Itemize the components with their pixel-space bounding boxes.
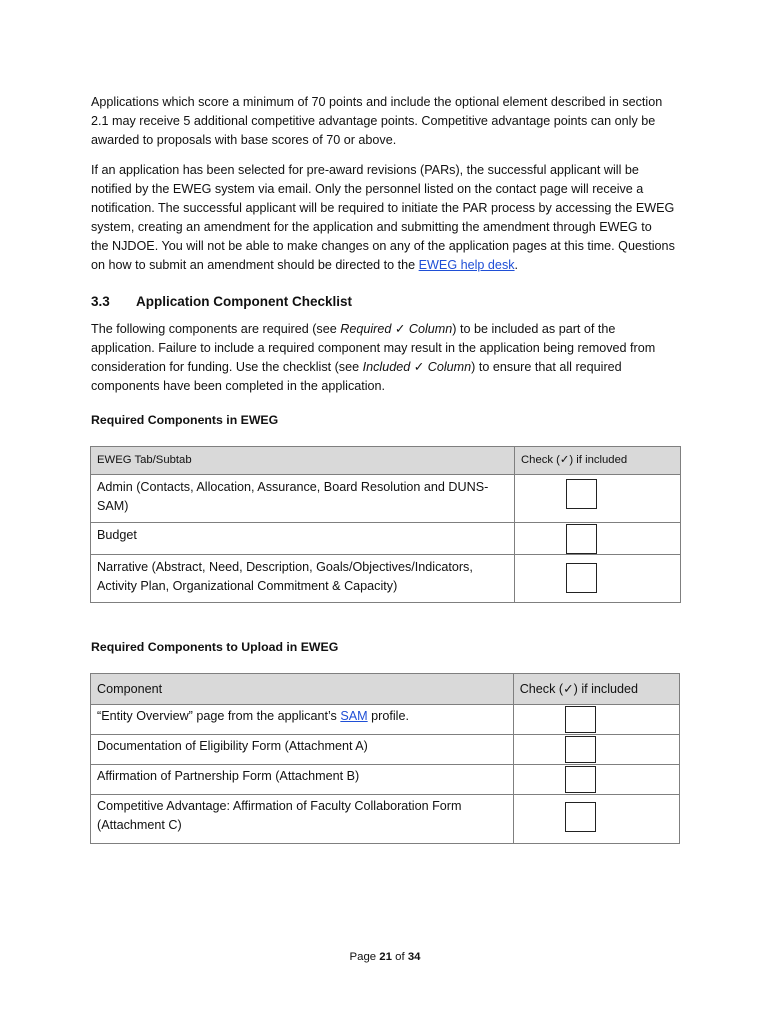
sam-link[interactable]: SAM (340, 709, 368, 723)
eweg-help-desk-link[interactable]: EWEG help desk (418, 258, 515, 272)
section-title: Application Component Checklist (136, 294, 353, 309)
table-header-row (91, 447, 681, 475)
table-row: “Entity Overview” page from the applicant’s SAM profile. (91, 705, 680, 735)
page-footer: Page 21 of 34 (349, 951, 421, 963)
table-row: Competitive Advantage: Affirmation of Faculty Collaboration Form (Attachment C) (91, 795, 680, 844)
checkbox-budget[interactable] (566, 524, 597, 554)
checkbox-partnership-form[interactable] (565, 766, 596, 793)
table-header-row (91, 674, 680, 705)
current-page-number: 21 (379, 951, 392, 963)
section-number: 3.3 (91, 294, 110, 309)
col-header-tab: EWEG Tab/Subtab (91, 447, 515, 475)
col-header-check: Check (✓) if included (513, 674, 679, 705)
table-row: Narrative (Abstract, Need, Description, Goals/Objectives/Indicators, Activity Plan, Organizational Commitment & Capacity) (91, 555, 681, 603)
checkbox-admin[interactable] (566, 479, 597, 509)
table2-title: Required Components to Upload in EWEG (91, 640, 339, 654)
checkbox-entity-overview[interactable] (565, 706, 596, 733)
checkbox-faculty-collaboration-form[interactable] (565, 802, 596, 832)
intro-paragraph-2: If an application has been selected for pre-award revisions (PARs), the successful applicant will be notified by the EWEG system via email. Only the personnel listed on the contact page will receive a notification. The successful applicant will be required to initiate the PAR process by accessing the EWEG system, creating an amendment for the application and submitting the amendment through EWEG to the NJDOE. You will not be able to make changes on any of the application pages at this time. Questions on how to submit an amendment should be directed to the EWEG help desk. (91, 163, 675, 272)
table-row: Affirmation of Partnership Form (Attachment B) (91, 765, 680, 795)
section-heading (91, 294, 352, 309)
eweg-components-table (90, 446, 681, 603)
checklist-paragraph: The following components are required (see Required ✓ Column) to be included as part of the application. Failure to include a required component may result in the application being removed from consideration for funding. Use the checklist (see Included ✓ Column) to ensure that all required components have been completed in the application. (91, 322, 656, 393)
checkbox-eligibility-form[interactable] (565, 736, 596, 763)
col-header-component: Component (91, 674, 514, 705)
table-row: Documentation of Eligibility Form (Attachment A) (91, 735, 680, 765)
upload-components-table (90, 673, 680, 844)
checkbox-narrative[interactable] (566, 563, 597, 593)
col-header-check: Check (✓) if included (515, 447, 681, 475)
table1-title: Required Components in EWEG (91, 413, 279, 427)
table-row: Admin (Contacts, Allocation, Assurance, Board Resolution and DUNS- SAM) (91, 475, 681, 523)
table-row: Budget (91, 523, 681, 555)
total-page-count: 34 (407, 951, 421, 963)
intro-paragraph-1: Applications which score a minimum of 70 points and include the optional element described in section 2.1 may receive 5 additional competitive advantage points. Competitive advantage points can only be awarded to proposals with base scores of 70 or above. (91, 95, 663, 147)
